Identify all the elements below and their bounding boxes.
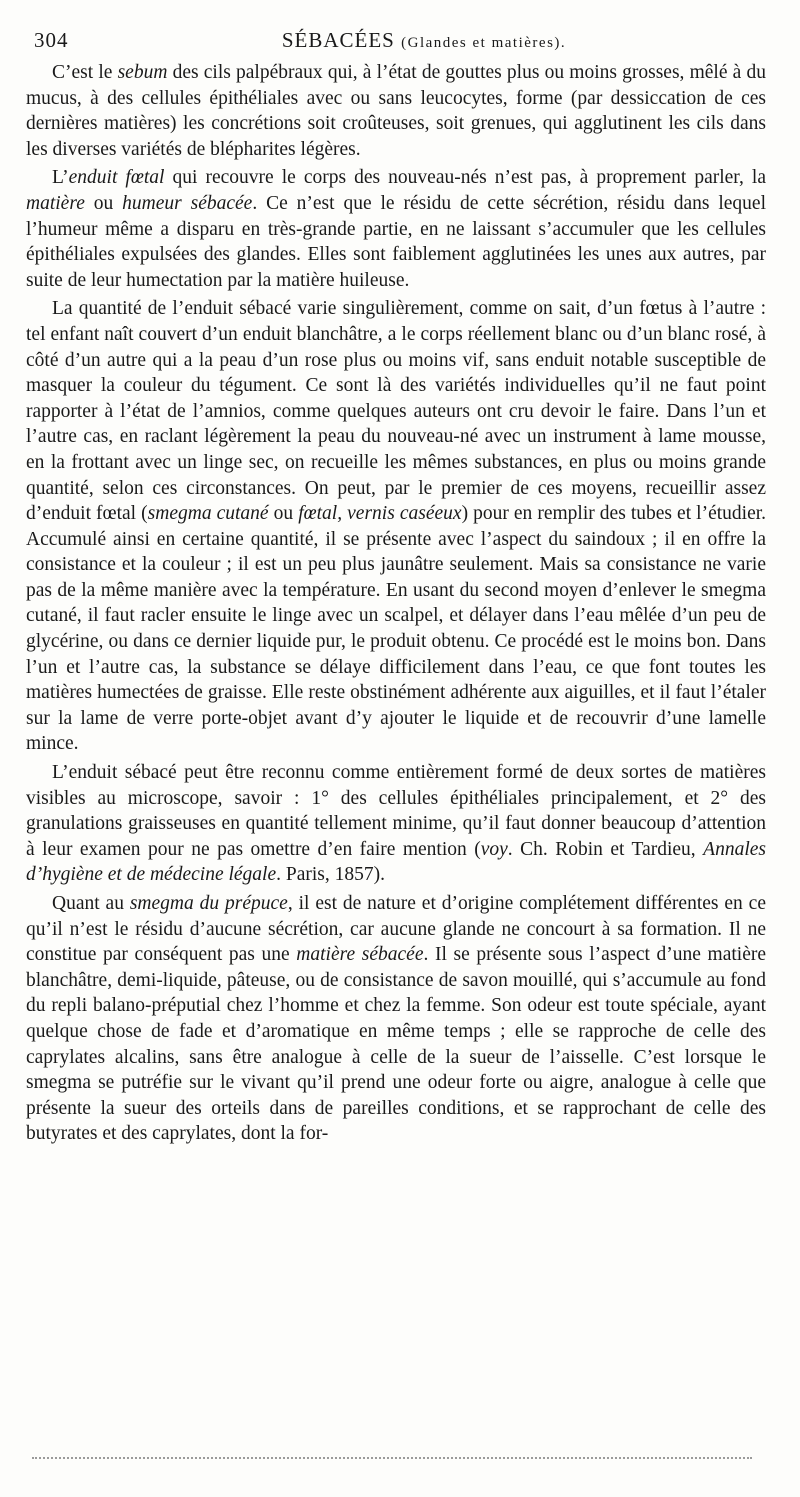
italic-term: Annales d’hygiène et de médecine légale bbox=[26, 838, 766, 886]
running-head bbox=[26, 28, 766, 53]
text-run: ou bbox=[268, 503, 299, 525]
italic-term: smegma cutané bbox=[147, 503, 269, 525]
italic-term: humeur sébacée bbox=[122, 192, 253, 214]
paragraph-smegma-prepuce bbox=[26, 891, 766, 1147]
text-run: , il est de nature et d’origine complétement différentes en ce qu’il n’est le résidu d’aucune sécrétion, car aucune glande ne concourt à sa formation. Il ne constitue par conséquent pas une bbox=[26, 893, 766, 966]
italic-term: fœtal, vernis caséeux bbox=[298, 503, 462, 525]
text-run: L’enduit sébacé peut être reconnu comme entièrement formé de deux sortes de matières visibles au microscope, savoir : 1° des cellules épithéliales principalement, et 2° des granulations graisseuses en quantité tellement minime, qu’il faut donner beaucoup d’attention à leur examen pour ne pas omettre d’en faire mention ( bbox=[26, 762, 766, 860]
italic-term: sebum bbox=[117, 62, 168, 83]
text-run: Quant au bbox=[52, 893, 130, 914]
text-run: qui recouvre le corps des nouveau-nés n’est pas, à proprement parler, la bbox=[164, 167, 767, 189]
text-run: L’ bbox=[52, 167, 69, 189]
italic-term: matière sébacée bbox=[296, 944, 424, 966]
text-run: des cils palpébraux qui, à l’état de gouttes plus ou moins grosses, mêlé à du mucus, à des cellules épithéliales avec ou sans leucocytes, forme (par dessiccation de ces dernières matières) les concrétions soit croûteuses, soit grenues, qui agglutinent les cils dans les diverses variétés de blépharites légères. bbox=[26, 62, 766, 160]
text-run: C’est le bbox=[52, 62, 118, 83]
italic-term: voy bbox=[480, 838, 508, 860]
body-text bbox=[26, 60, 766, 1147]
text-run: ) pour en remplir des tubes et l’étudier. Accumulé ainsi en certaine quantité, il se présente avec l’aspect du saindoux ; il en offre la consistance et la couleur ; il est un peu plus jaunâtre seulement. Mais sa consistance ne varie pas de la même manière avec la température. En usant du second moyen d’enlever le smegma cutané, il faut racler ensuite le linge avec un scalpel, et délayer dans l’eau mêlée d’un peu de glycérine, ou dans ce dernier liquide pur, le produit obtenu. Ce procédé est le moins bon. Dans l’un et l’autre cas, la substance se délaye difficilement dans l’eau, ce que font toutes les matières humectées de graisse. Elle reste obstinément adhérente aux aiguilles, et il faut l’étaler sur la lame de verre porte-objet avant d’y ajouter le liquide et de recouvrir d’une lamelle mince. bbox=[26, 503, 767, 755]
book-page bbox=[26, 28, 766, 1147]
paragraph-composition-enduit bbox=[26, 760, 766, 888]
text-run: ou bbox=[84, 192, 123, 214]
paragraph-enduit-foetal bbox=[26, 165, 766, 293]
text-run: . Il se présente sous l’aspect d’une matière blanchâtre, demi-liquide, pâteuse, ou de consistance de savon mouillé, qui s’accumule au fond du repli balano-préputial chez l’homme et chez la femme. Son odeur est toute spéciale, ayant quelque chose de fade et d’aromatique en même temps ; elle se rapproche de celle des caprylates alcalins, sans être analogue à celle de la sueur de l’aisselle. C’est lorsque le smegma se putréfie sur le vivant qu’il prend une odeur forte ou aigre, analogue à celle que présente la sueur des orteils dans de pareilles conditions, et se rapprochant de celle des butyrates et des caprylates, dont la for- bbox=[26, 944, 767, 1145]
bottom-dotted-rule bbox=[32, 1457, 752, 1459]
text-run: La quantité de l’enduit sébacé varie singulièrement, comme on sait, d’un fœtus à l’autre : tel enfant naît couvert d’un enduit blanchâtre, a le corps réellement blanc ou d’un blanc rosé, à côté d’un autre qui a la peau d’un rose plus ou moins vif, sans enduit notable susceptible de masquer la couleur du tégument. Ce sont là des variétés individuelles qu’il ne faut point rapporter à l’état de l’amnios, comme quelques auteurs ont cru devoir le faire. Dans l’un et l’autre cas, en raclant légèrement la peau du nouveau-né avec un instrument à lame mousse, en la frottant avec un linge sec, on recueille les mêmes substances, en plus ou moins grande quantité, selon ces circonstances. On peut, par le premier de ces moyens, recueillir assez d’enduit fœtal ( bbox=[26, 298, 766, 525]
page-header bbox=[26, 28, 766, 56]
text-run: . Ch. Robin et Tardieu, bbox=[507, 838, 704, 860]
italic-term: enduit fœtal bbox=[68, 167, 165, 189]
italic-term: matière bbox=[26, 192, 85, 214]
italic-term: smegma du prépuce bbox=[129, 893, 288, 914]
page-number: 304 bbox=[34, 28, 69, 52]
running-title: SÉBACÉES bbox=[281, 28, 395, 52]
text-run: . Ce n’est que le résidu de cette sécrétion, résidu dans lequel l’humeur même a disparu en très-grande partie, en ne laissant s’accumuler que les cellules épithéliales expulsées des glandes. Elles sont faiblement agglutinées les unes aux autres, par suite de leur humectation par la matière huileuse. bbox=[26, 192, 766, 291]
paragraph-quantite-enduit bbox=[26, 296, 766, 757]
text-run: . Paris, 1857). bbox=[276, 864, 385, 886]
running-subtitle: (Glandes et matières). bbox=[401, 35, 567, 51]
paragraph-sebum-cils bbox=[26, 60, 766, 162]
